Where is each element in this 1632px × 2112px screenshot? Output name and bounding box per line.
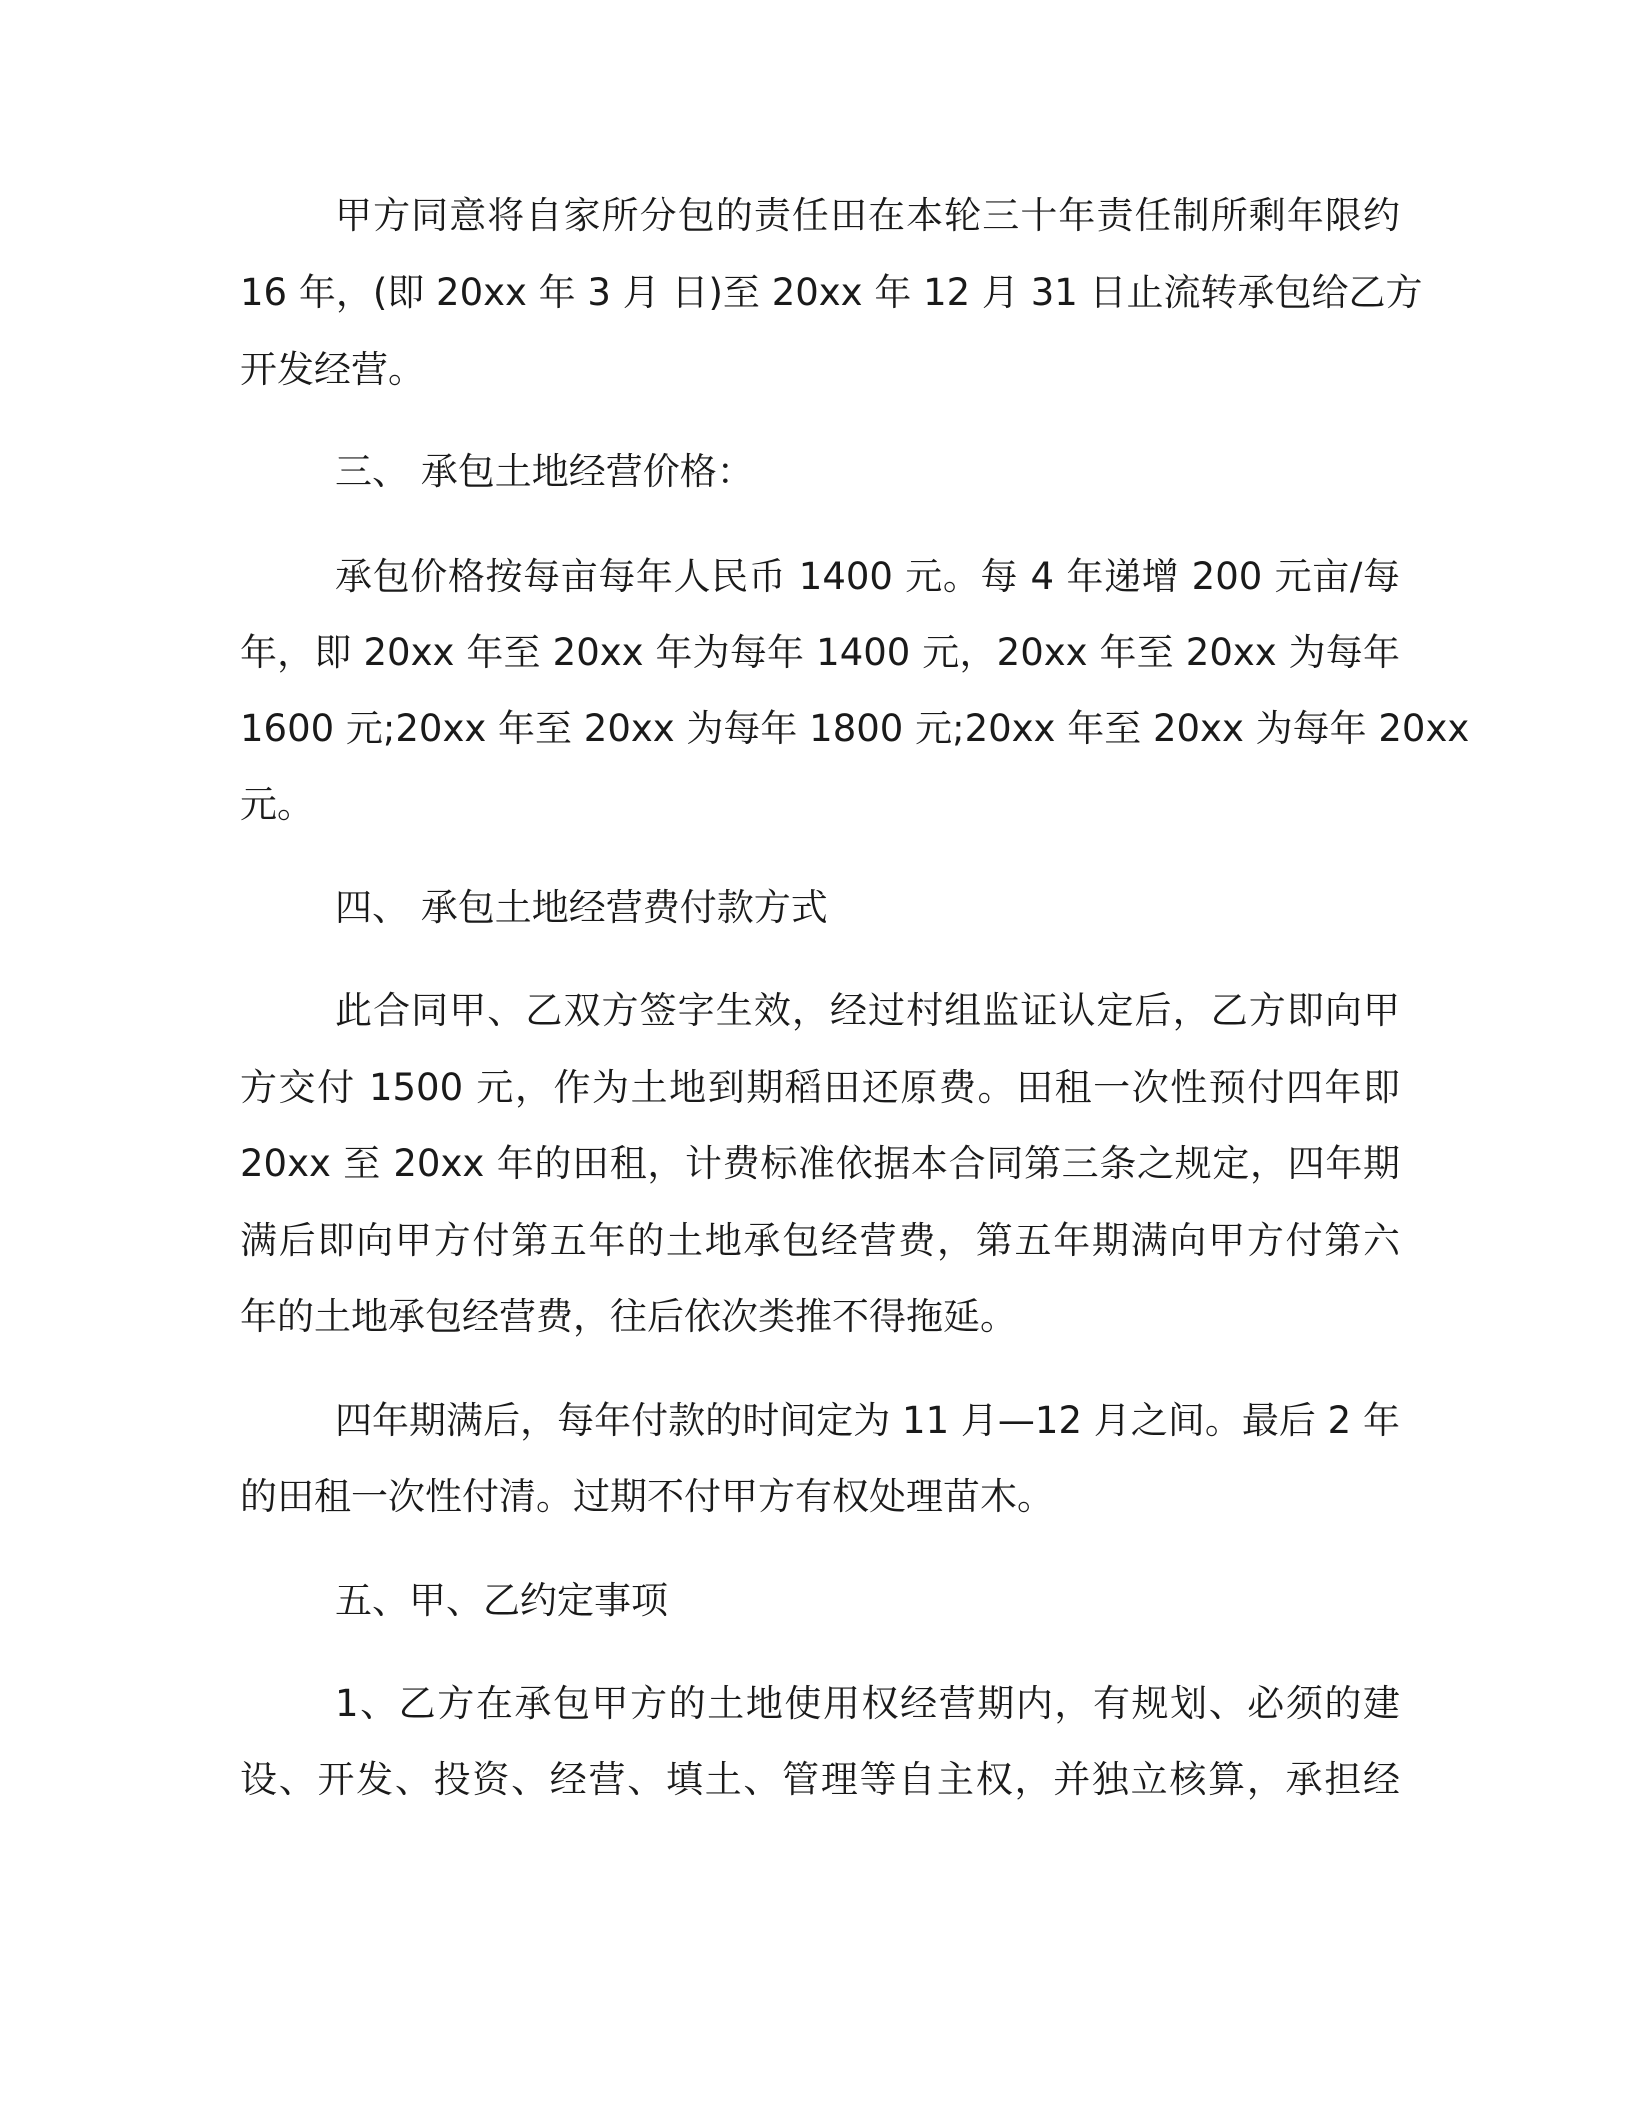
- paragraph-line: 四年期满后，每年付款的时间定为 11 月—12 月之间。最后 2 年: [335, 1399, 1400, 1442]
- section-heading: 五、甲、乙约定事项: [335, 1579, 668, 1622]
- paragraph-line: 甲方同意将自家所分包的责任田在本轮三十年责任制所剩年限约: [335, 194, 1400, 237]
- paragraph-line: 年的土地承包经营费，往后依次类推不得拖延。: [240, 1295, 1017, 1338]
- paragraph-line: 满后即向甲方付第五年的土地承包经营费，第五年期满向甲方付第六: [240, 1219, 1400, 1262]
- paragraph-line: 1600 元;20xx 年至 20xx 为每年 1800 元;20xx 年至 20xx 为每年 20xx: [240, 707, 1470, 750]
- section-heading: 三、 承包土地经营价格：: [335, 450, 754, 493]
- paragraph-line: 年，即 20xx 年至 20xx 年为每年 1400 元，20xx 年至 20xx 为每年: [240, 631, 1400, 674]
- section-heading: 四、 承包土地经营费付款方式: [335, 886, 828, 929]
- paragraph-line: 元。: [240, 783, 314, 826]
- paragraph-line: 方交付 1500 元，作为土地到期稻田还原费。田租一次性预付四年即: [240, 1066, 1400, 1109]
- paragraph-line: 设、开发、投资、经营、填土、管理等自主权，并独立核算，承担经: [240, 1758, 1400, 1801]
- paragraph-line: 20xx 至 20xx 年的田租，计费标准依据本合同第三条之规定，四年期: [240, 1142, 1400, 1185]
- paragraph-line: 此合同甲、乙双方签字生效，经过村组监证认定后，乙方即向甲: [335, 989, 1400, 1032]
- paragraph-line: 承包价格按每亩每年人民币 1400 元。每 4 年递增 200 元亩/每: [335, 555, 1400, 598]
- paragraph-line: 1、乙方在承包甲方的土地使用权经营期内，有规划、必须的建: [335, 1682, 1400, 1725]
- paragraph-line: 16 年，(即 20xx 年 3 月 日)至 20xx 年 12 月 31 日止流转承包给乙方: [240, 271, 1423, 314]
- paragraph-line: 开发经营。: [240, 348, 425, 391]
- paragraph-line: 的田租一次性付清。过期不付甲方有权处理苗木。: [240, 1475, 1054, 1518]
